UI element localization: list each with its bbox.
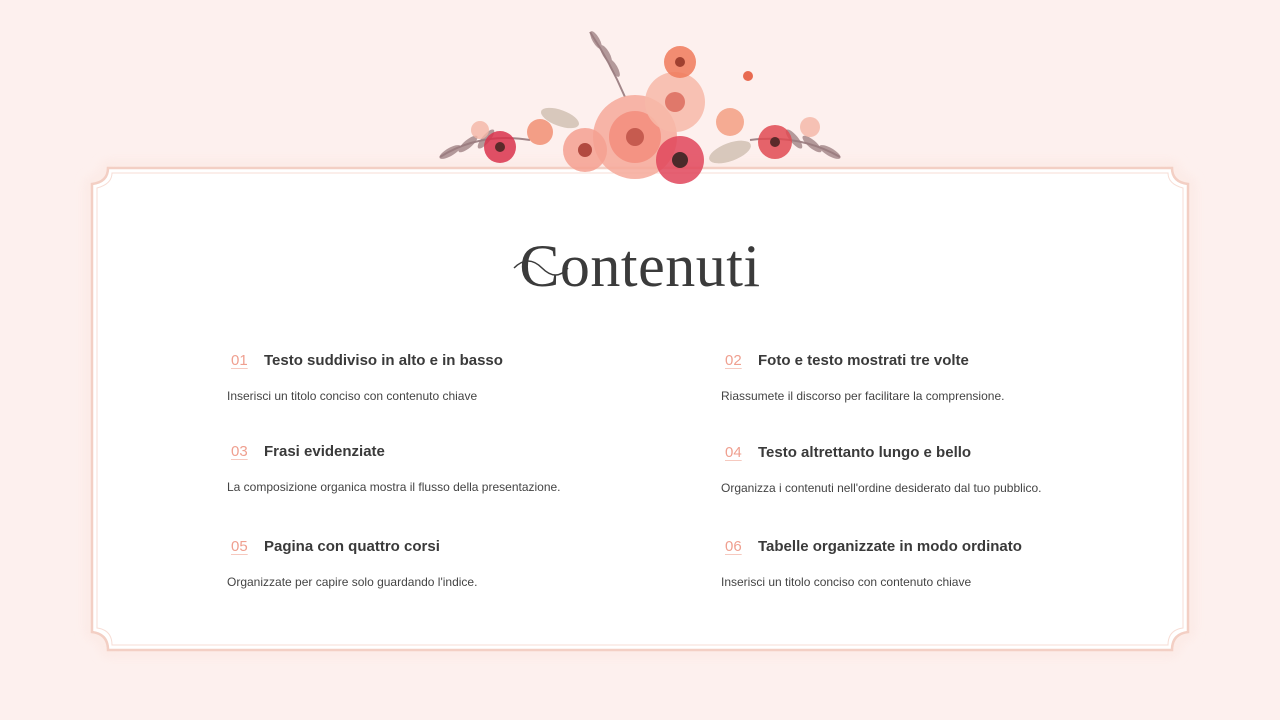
toc-item-06: [721, 538, 1141, 590]
item-number: 05: [231, 538, 248, 555]
item-number: 03: [231, 443, 248, 460]
toc-item-05: [227, 538, 647, 590]
item-heading: Pagina con quattro corsi: [264, 538, 440, 555]
item-number: 06: [725, 538, 742, 555]
item-description: Organizza i contenuti nell'ordine desiderato dal tuo pubblico.: [721, 481, 1042, 495]
item-heading: Testo suddiviso in alto e in basso: [264, 352, 503, 369]
page-title: Contenuti: [519, 233, 761, 299]
toc-item-02: [721, 352, 1141, 404]
item-heading: Foto e testo mostrati tre volte: [758, 352, 969, 369]
item-heading: Frasi evidenziate: [264, 443, 385, 460]
item-number: 01: [231, 352, 248, 369]
toc-item-03: [227, 443, 647, 495]
floral-bouquet-decoration: [420, 22, 860, 197]
item-description: Inserisci un titolo conciso con contenuto chiave: [721, 575, 972, 589]
item-description: Riassumete il discorso per facilitare la comprensione.: [721, 389, 1005, 403]
item-heading: Testo altrettanto lungo e bello: [758, 444, 972, 461]
item-description: Organizzate per capire solo guardando l'indice.: [227, 575, 478, 589]
toc-item-04: [721, 444, 1141, 496]
item-heading: Tabelle organizzate in modo ordinato: [758, 538, 1022, 555]
title-flourish-decoration: [508, 246, 578, 290]
item-description: Inserisci un titolo conciso con contenuto chiave: [227, 389, 478, 403]
item-description: La composizione organica mostra il flusso della presentazione.: [227, 480, 561, 494]
item-number: 04: [725, 444, 742, 461]
item-number: 02: [725, 352, 742, 369]
toc-item-01: [227, 352, 647, 404]
